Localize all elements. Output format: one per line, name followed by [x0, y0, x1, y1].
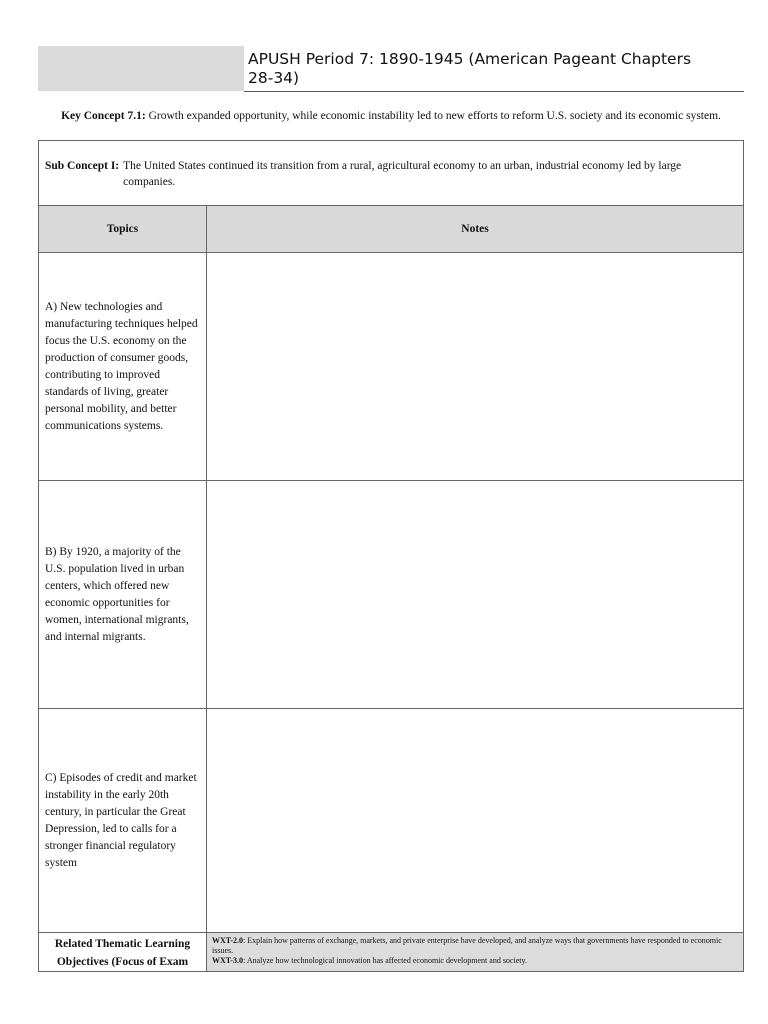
page-title: APUSH Period 7: 1890-1945 (American Pageant Chapters 28-34) — [248, 50, 692, 87]
key-concept-label: Key Concept 7.1: — [61, 110, 146, 122]
table-row — [39, 481, 743, 709]
related-objectives — [39, 933, 743, 971]
topic-text: C) Episodes of credit and market instability in the early 20th century, in particular the Great Depression, led to calls for a stronger financial regulatory system — [45, 771, 197, 869]
topic-text: A) New technologies and manufacturing techniques helped focus the U.S. economy on the production of consumer goods, contributing to improved standards of living, greater personal mobility, and better communications systems. — [45, 300, 198, 432]
notes-cell[interactable] — [207, 709, 743, 932]
notes-cell[interactable] — [207, 253, 743, 480]
header-shaded-block — [38, 46, 244, 91]
topic-cell — [39, 481, 207, 708]
table-row — [39, 253, 743, 481]
related-objectives-label: Related Thematic Learning Objectives (Focus of Exam — [39, 933, 207, 971]
header-rule — [244, 91, 744, 92]
objective-code: WXT-2.0 — [212, 936, 244, 945]
objective-code: WXT-3.0 — [212, 956, 244, 965]
notes-cell[interactable] — [207, 481, 743, 708]
key-concept — [38, 109, 744, 124]
related-objectives-list — [207, 933, 743, 971]
objective-text: : Explain how patterns of exchange, markets, and private enterprise have developed, and analyze ways that governments have responded to economic issues. — [212, 936, 722, 955]
topic-cell — [39, 709, 207, 932]
key-concept-text: Growth expanded opportunity, while economic instability led to new efforts to reform U.S. society and its economic system. — [145, 110, 721, 122]
sub-concept — [39, 141, 743, 206]
objective-text: : Analyze how technological innovation has affected economic development and society. — [243, 956, 527, 965]
sub-concept-text: The United States continued its transition from a rural, agricultural economy to an urban, industrial economy led by large companies. — [123, 160, 682, 188]
objective-item — [212, 936, 739, 956]
notes-table — [38, 140, 744, 972]
objective-item — [212, 956, 739, 966]
topic-text: B) By 1920, a majority of the U.S. population lived in urban centers, which offered new economic opportunities for women, international migrants, and internal migrants. — [45, 545, 189, 643]
topics-header: Topics — [39, 206, 207, 253]
table-row — [39, 709, 743, 933]
notes-header: Notes — [207, 206, 743, 253]
sub-concept-label: Sub Concept I: — [45, 160, 120, 172]
topic-cell — [39, 253, 207, 480]
